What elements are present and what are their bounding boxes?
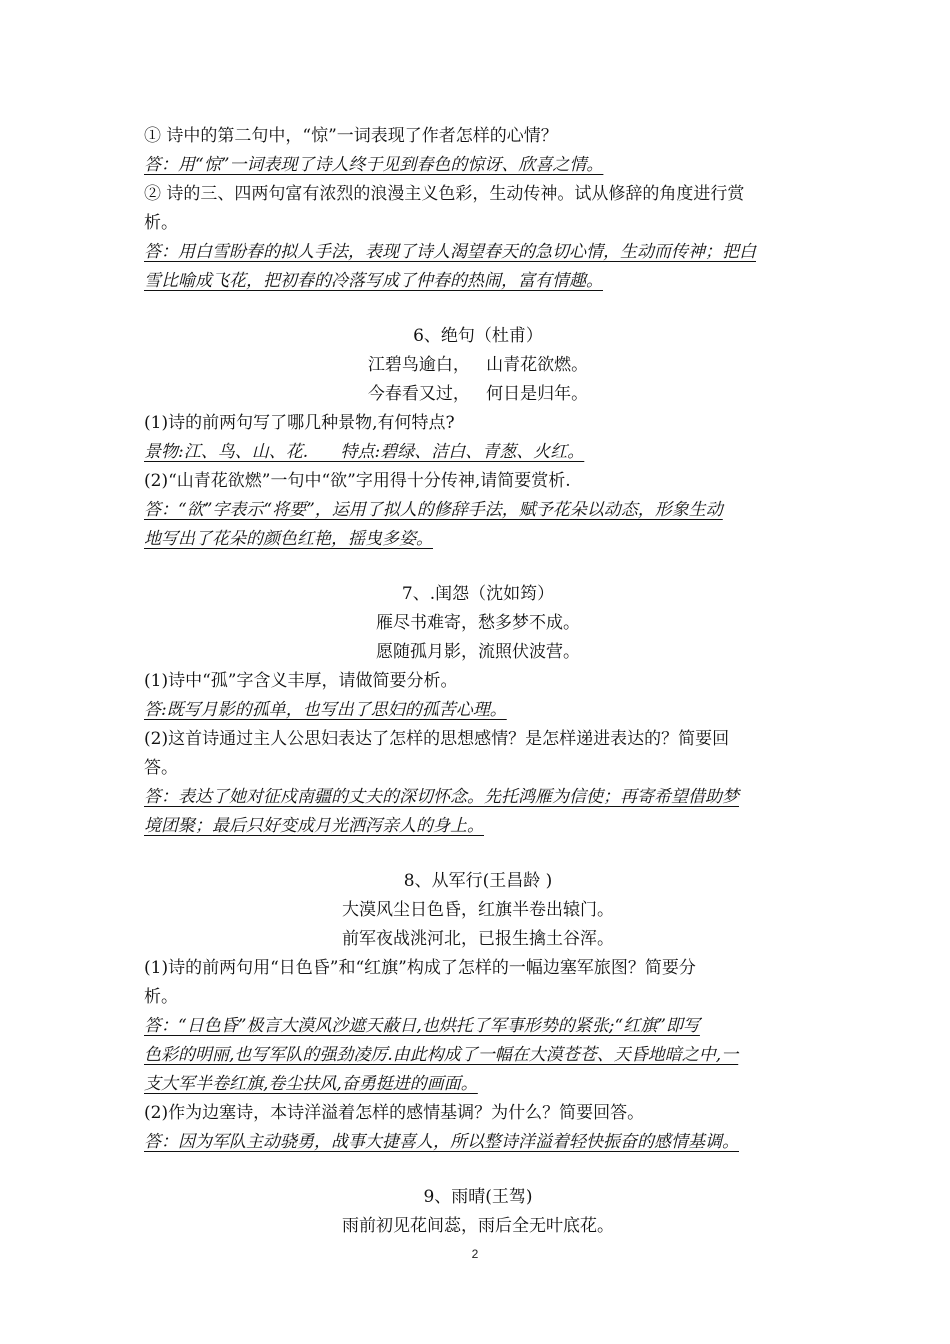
poem-verse: 雁尽书难寄，愁多梦不成。 (376, 613, 580, 633)
poem-title: 9、雨晴(王驾) (423, 1187, 533, 1207)
answer-text: 景物:江、鸟、山、花. 特点:碧绿、洁白、青葱、火红。 (144, 442, 585, 462)
answer-text: 答：用白雪盼春的拟人手法，表现了诗人渴望春天的急切心情，生动而传神；把白 (144, 242, 756, 262)
poem-title: 6、绝句（杜甫） (413, 326, 543, 346)
answer-text: 支大军半卷红旗,卷尘扶风,奋勇挺进的画面。 (144, 1074, 478, 1094)
poem-verse: 愿随孤月影，流照伏波营。 (376, 642, 580, 662)
poem-title: 7、.闺怨（沈如筠） (401, 584, 555, 604)
answer-text: 色彩的明丽,也写军队的强劲凌厉.由此构成了一幅在大漠苍苍、天昏地暗之中,一 (144, 1045, 739, 1065)
answer-text: 答:既写月影的孤单，也写出了思妇的孤苦心理。 (144, 700, 507, 720)
question-text: (1)诗的前两句用“日色昏”和“红旗”构成了怎样的一幅边塞军旅图？简要分 (144, 958, 696, 978)
page-content (144, 122, 812, 1241)
question-text: (2)作为边塞诗，本诗洋溢着怎样的感情基调？为什么？简要回答。 (144, 1103, 645, 1123)
question-text: (1)诗中“孤”字含义丰厚，请做简要分析。 (144, 671, 458, 691)
poem-verse: 前军夜战洮河北，已报生擒土谷浑。 (342, 929, 614, 949)
poem-verse: 雨前初见花间蕊，雨后全无叶底花。 (342, 1216, 614, 1236)
answer-text: 答：用“惊”一词表现了诗人终于见到春色的惊讶、欣喜之情。 (144, 155, 604, 175)
poem-verse: 今春看又过， 何日是归年。 (367, 384, 589, 404)
question-text: ② 诗的三、四两句富有浓烈的浪漫主义色彩，生动传神。试从修辞的角度进行赏 (144, 184, 745, 204)
question-text: 析。 (144, 213, 178, 233)
answer-text: 地写出了花朵的颜色红艳，摇曳多姿。 (144, 529, 433, 549)
page-number: 2 (471, 1247, 479, 1261)
answer-text: 境团聚；最后只好变成月光洒泻亲人的身上。 (144, 816, 484, 836)
question-text: (2)这首诗通过主人公思妇表达了怎样的思想感情？是怎样递进表达的？简要回 (144, 729, 730, 749)
answer-text: 答：表达了她对征戍南疆的丈夫的深切怀念。先托鸿雁为信使；再寄希望借助梦 (144, 787, 739, 807)
poem-verse: 江碧鸟逾白， 山青花欲燃。 (367, 355, 589, 375)
answer-text: 答：“日色昏”极言大漠风沙遮天蔽日,也烘托了军事形势的紧张;“红旗”即写 (144, 1016, 700, 1036)
question-text: (1)诗的前两句写了哪几种景物,有何特点? (144, 413, 455, 433)
answer-text: 答：“欲”字表示“将要”，运用了拟人的修辞手法，赋予花朵以动态，形象生动 (144, 500, 723, 520)
question-text: 答。 (144, 758, 178, 778)
question-text: 析。 (144, 987, 178, 1007)
question-text: (2)“山青花欲燃”一句中“欲”字用得十分传神,请简要赏析. (144, 471, 571, 491)
question-text: ① 诗中的第二句中，“惊”一词表现了作者怎样的心情？ (144, 126, 558, 146)
poem-verse: 大漠风尘日色昏，红旗半卷出辕门。 (342, 900, 614, 920)
answer-text: 雪比喻成飞花，把初春的冷落写成了仲春的热闹，富有情趣。 (144, 271, 603, 291)
answer-text: 答：因为军队主动骁勇，战事大捷喜人，所以整诗洋溢着轻快振奋的感情基调。 (144, 1132, 739, 1152)
poem-title: 8、从军行(王昌龄 ) (403, 871, 553, 891)
